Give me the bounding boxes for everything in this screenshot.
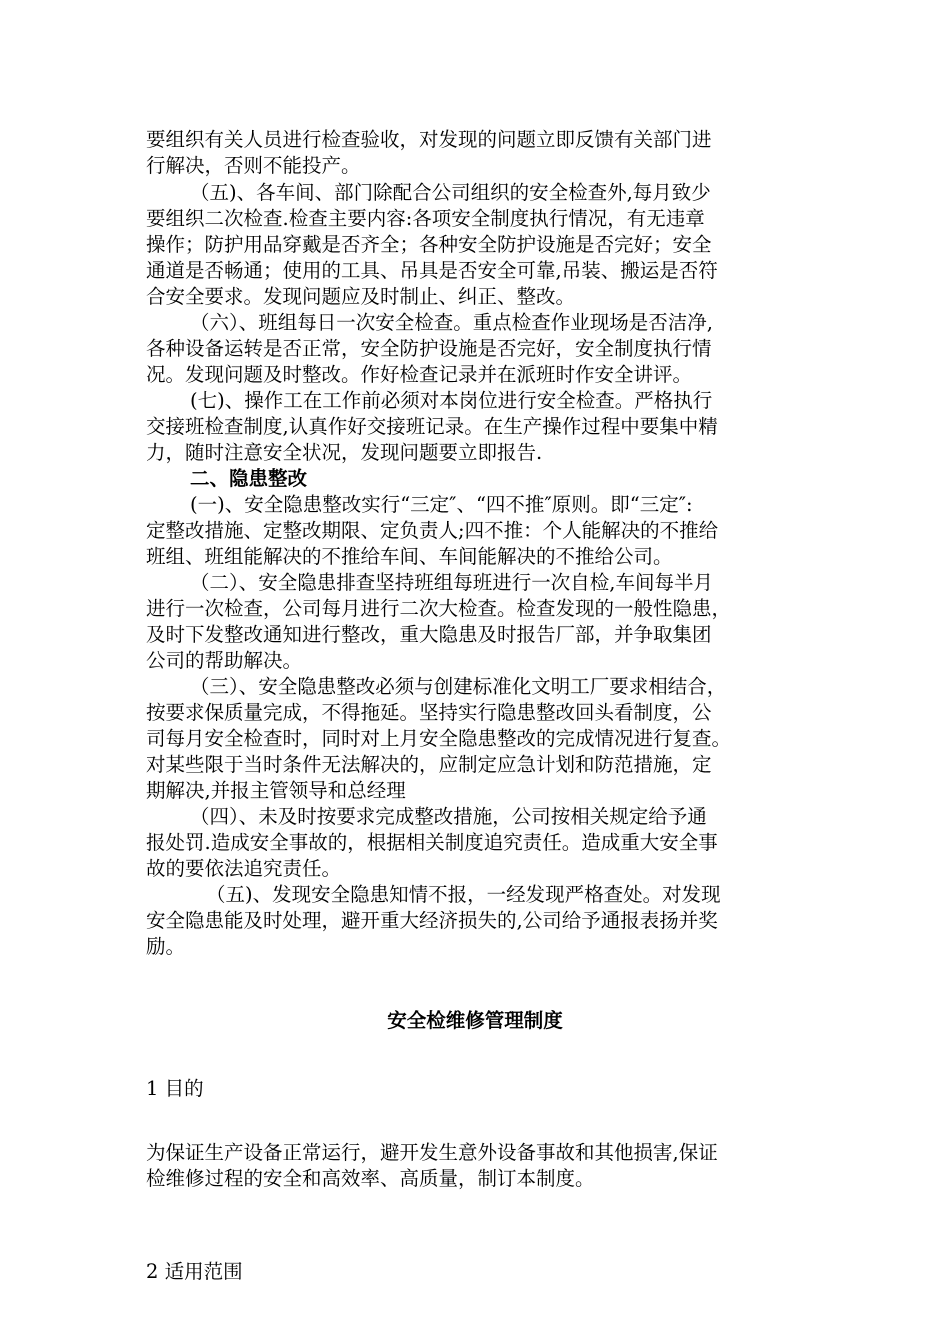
section-title: 安全检维修管理制度	[387, 1009, 563, 1032]
body-line: 操作；防护用品穿戴是否齐全；各种安全防护设施是否完好；安全	[146, 233, 712, 256]
body-line: 合安全要求。发现问题应及时制止、纠正、整改。	[146, 285, 576, 308]
body-line: 期解决,并报主管领导和总经理	[146, 779, 406, 802]
body-line: (七)、操作工在工作前必须对本岗位进行安全检查。严格执行	[190, 389, 713, 412]
body-line: 检维修过程的安全和高效率、高质量，制订本制度。	[146, 1167, 595, 1190]
body-line: (一)、安全隐患整改实行“三定″、“四不推″原则。即“三定″:	[190, 493, 693, 516]
body-line: 班组、班组能解决的不推给车间、车间能解决的不推给公司。	[146, 545, 673, 568]
body-line: 要组织二次检查.检查主要内容:各项安全制度执行情况，有无违章	[146, 207, 705, 230]
body-line: （三）、安全隐患整改必须与创建标准化文明工厂要求相结合，	[190, 675, 727, 698]
body-line: 故的要依法追究责任。	[146, 857, 342, 880]
body-line: 行解决，否则不能投产。	[146, 154, 361, 177]
subsection-heading: 2 适用范围	[146, 1260, 243, 1283]
body-line: 对某些限于当时条件无法解决的，应制定应急计划和防范措施，定	[146, 753, 712, 776]
body-line: 定整改措施、定整改期限、定负责人;四不推：个人能解决的不推给	[146, 519, 719, 542]
body-line: （二）、安全隐患排查坚持班组每班进行一次自检,车间每半月	[190, 571, 713, 594]
subsection-heading: 1 目的	[146, 1077, 204, 1100]
body-line: 报处罚.造成安全事故的，根据相关制度追究责任。造成重大安全事	[146, 831, 718, 854]
body-line: 为保证生产设备正常运行，避开发生意外设备事故和其他损害,保证	[146, 1141, 718, 1164]
body-line: （五)、各车间、部门除配合公司组织的安全检查外,每月致少	[190, 181, 711, 204]
body-line: 力，随时注意安全状况，发现问题要立即报告.	[146, 441, 543, 464]
body-line: 司每月安全检查时，同时对上月安全隐患整改的完成情况进行复查。	[146, 727, 732, 750]
section-heading: 二、隐患整改	[190, 467, 308, 490]
body-line: 进行一次检查，公司每月进行二次大检查。检查发现的一般性隐患，	[146, 597, 732, 620]
body-line: 况。发现问题及时整改。作好检查记录并在派班时作安全讲评。	[146, 363, 693, 386]
body-line: 安全隐患能及时处理，避开重大经济损失的,公司给予通报表扬并奖	[146, 909, 718, 932]
body-line: 要组织有关人员进行检查验收，对发现的问题立即反馈有关部门进	[146, 128, 712, 151]
body-line: 通道是否畅通；使用的工具、吊具是否安全可靠,吊装、搬运是否符	[146, 259, 718, 282]
body-line: 公司的帮助解决。	[146, 649, 303, 672]
body-line: 按要求保质量完成，不得拖延。坚持实行隐患整改回头看制度，公	[146, 701, 712, 724]
body-line: 励。	[146, 935, 186, 958]
body-line: 交接班检查制度,认真作好交接班记录。在生产操作过程中要集中精	[146, 415, 718, 438]
body-line: （六）、班组每日一次安全检查。重点检查作业现场是否洁净,	[190, 311, 713, 334]
body-line: 各种设备运转是否正常，安全防护设施是否完好，安全制度执行情	[146, 337, 712, 360]
body-line: （四）、未及时按要求完成整改措施，公司按相关规定给予通	[190, 805, 707, 828]
body-line: 及时下发整改通知进行整改，重大隐患及时报告厂部，并争取集团	[146, 623, 712, 646]
body-line: （五)、发现安全隐患知情不报，一经发现严格查处。对发现	[206, 883, 721, 906]
